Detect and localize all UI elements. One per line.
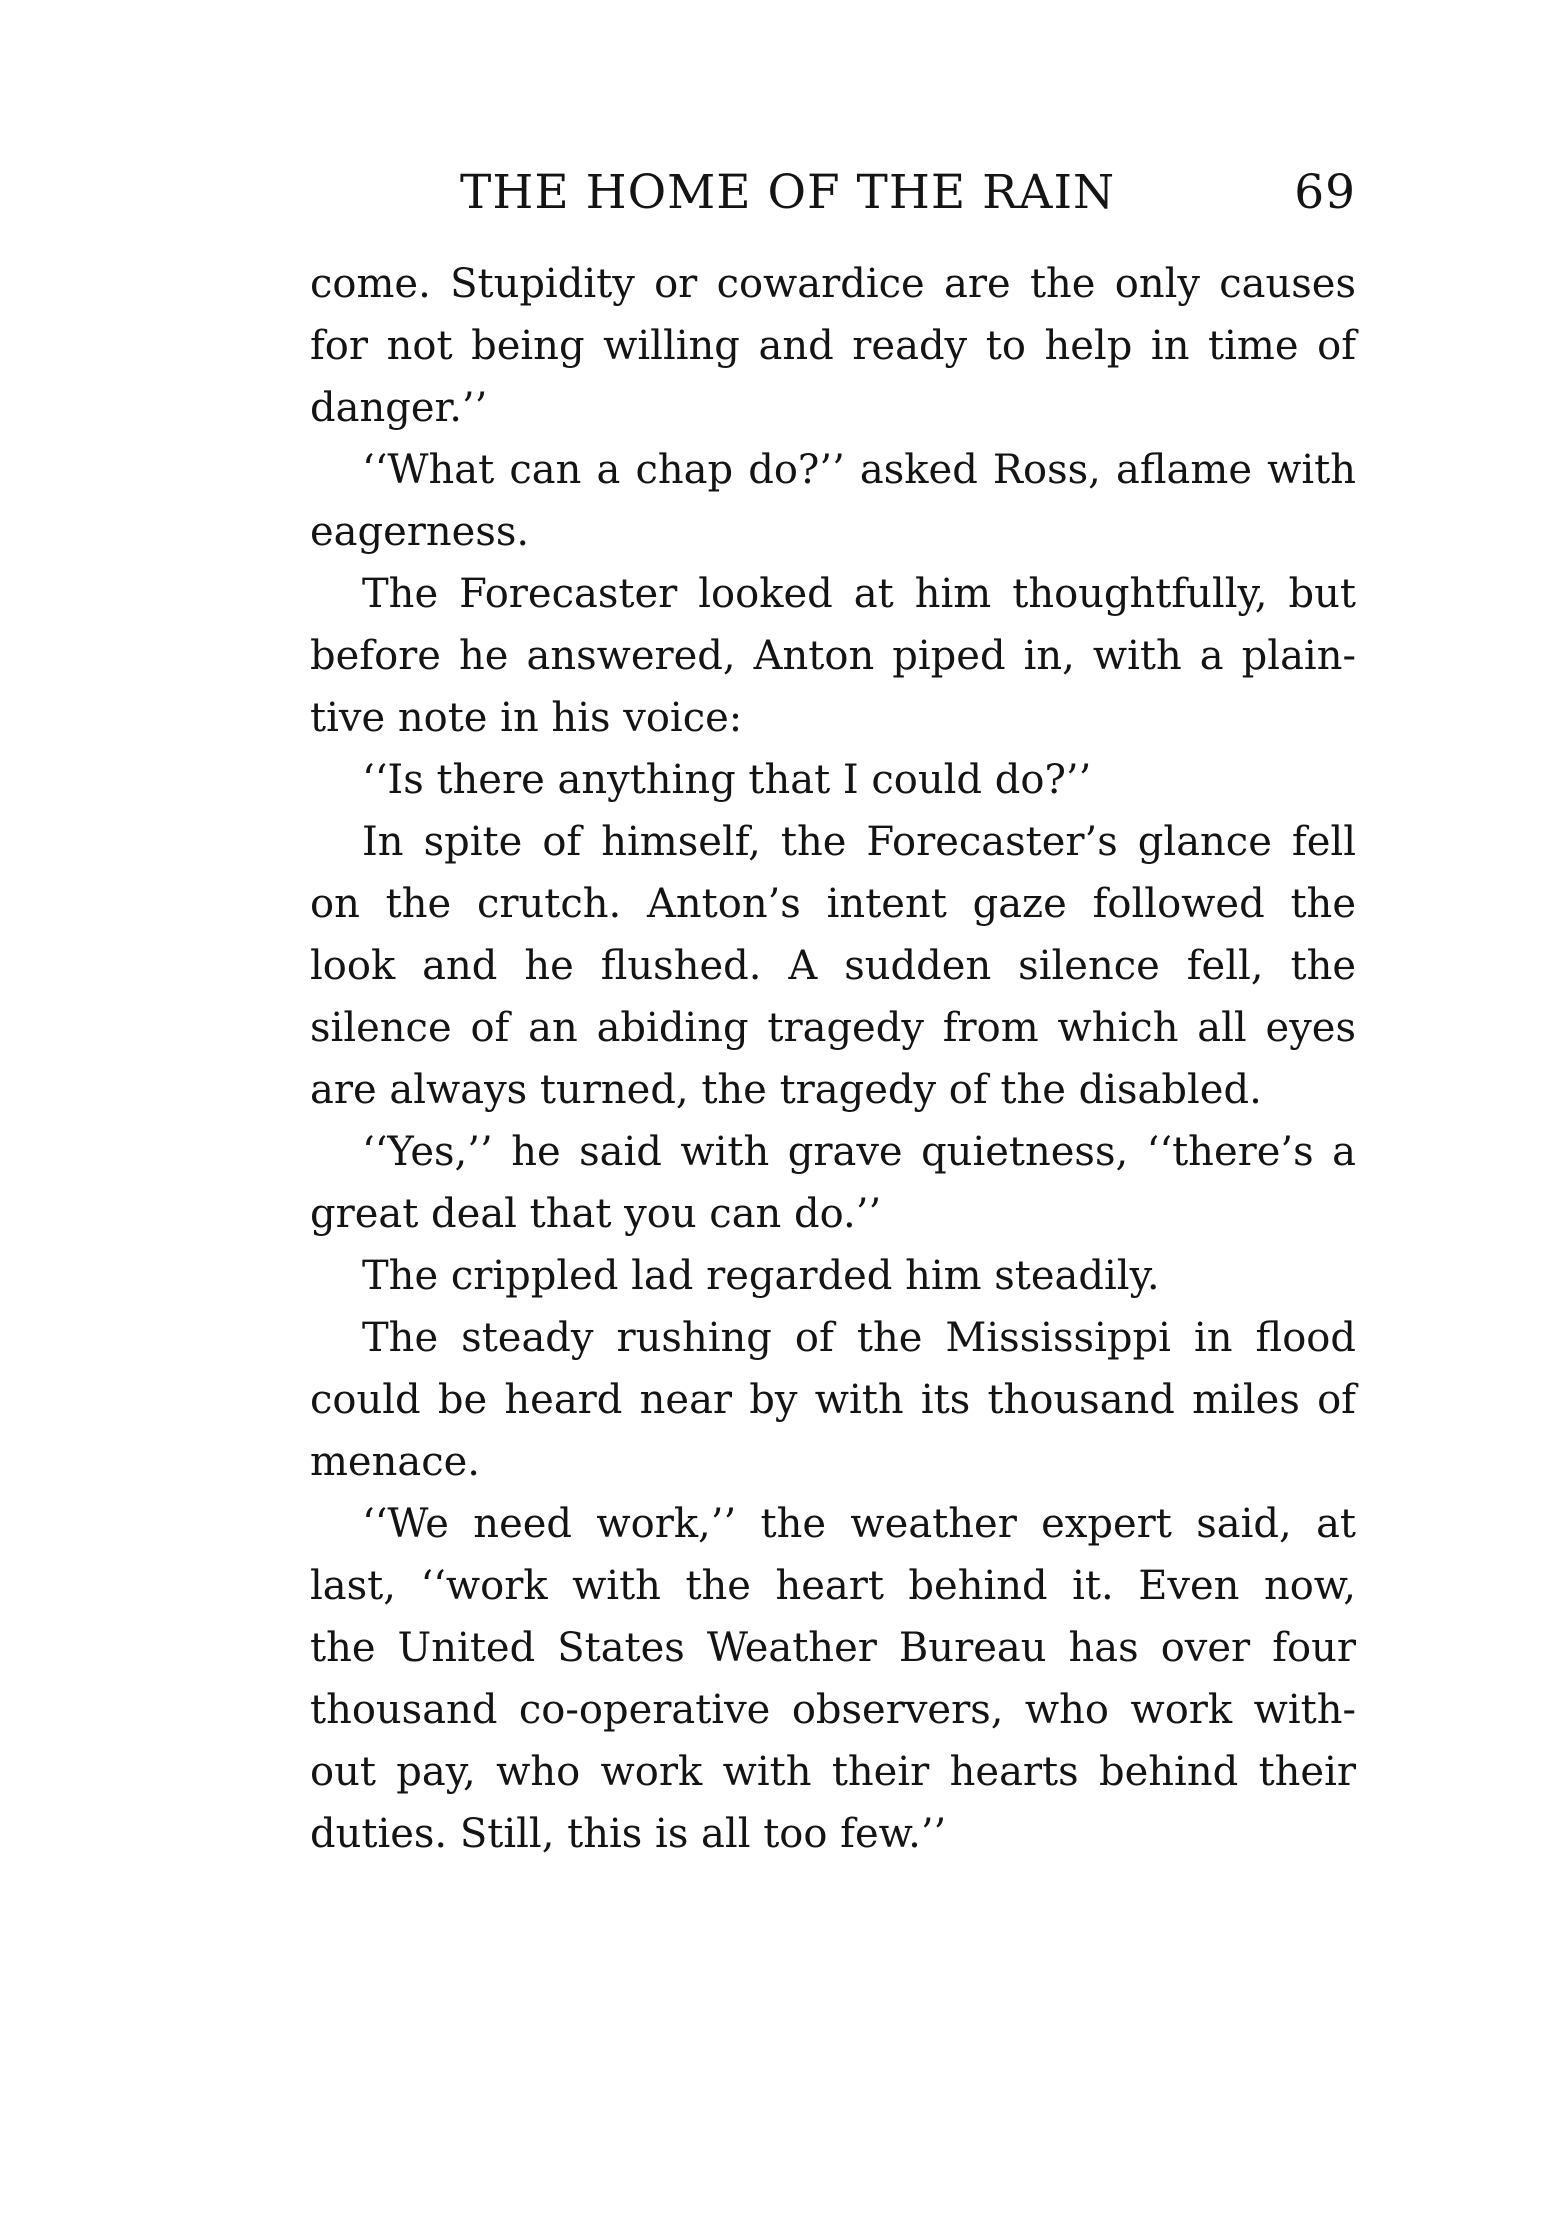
text-line: last, ‘‘work with the heart behind it. Even now, — [310, 1563, 1356, 1609]
text-line: out pay, who work with their hearts behind their — [310, 1749, 1356, 1795]
body-text — [310, 253, 1356, 1865]
text-line: thousand co-operative observers, who work with- — [310, 1687, 1356, 1733]
running-head: THE HOME OF THE RAIN — [460, 165, 1116, 220]
text-line: The steady rushing of the Mississippi in flood — [362, 1315, 1356, 1361]
text-line: for not being willing and ready to help in time of — [310, 323, 1356, 369]
text-line: ‘‘What can a chap do?’’ asked Ross, aflame with — [362, 447, 1356, 493]
text-line: could be heard near by with its thousand miles of — [310, 1377, 1356, 1423]
text-line: silence of an abiding tragedy from which all eyes — [310, 1005, 1356, 1051]
text-line: are always turned, the tragedy of the disabled. — [310, 1067, 1262, 1113]
text-line: ‘‘Yes,’’ he said with grave quietness, ‘‘there’s a — [362, 1129, 1356, 1175]
text-line: look and he flushed. A sudden silence fell, the — [310, 943, 1356, 989]
text-line: danger.’’ — [310, 385, 488, 431]
text-line: great deal that you can do.’’ — [310, 1191, 882, 1237]
text-line: duties. Still, this is all too few.’’ — [310, 1811, 947, 1857]
text-line: eagerness. — [310, 509, 530, 555]
text-line: In spite of himself, the Forecaster’s glance fell — [362, 819, 1356, 865]
text-line: before he answered, Anton piped in, with a plain- — [310, 633, 1356, 679]
page-number: 69 — [1294, 165, 1356, 220]
page-header — [460, 158, 1356, 228]
text-line: menace. — [310, 1439, 480, 1485]
text-line: on the crutch. Anton’s intent gaze followed the — [310, 881, 1356, 927]
text-line: ‘‘We need work,’’ the weather expert said, at — [362, 1501, 1356, 1547]
text-line: tive note in his voice: — [310, 695, 743, 741]
text-line: The crippled lad regarded him steadily. — [362, 1253, 1160, 1299]
text-line: the United States Weather Bureau has over four — [310, 1625, 1356, 1671]
text-line: The Forecaster looked at him thoughtfully, but — [362, 571, 1356, 617]
text-line: ‘‘Is there anything that I could do?’’ — [362, 757, 1092, 803]
text-line: come. Stupidity or cowardice are the only causes — [310, 261, 1356, 307]
